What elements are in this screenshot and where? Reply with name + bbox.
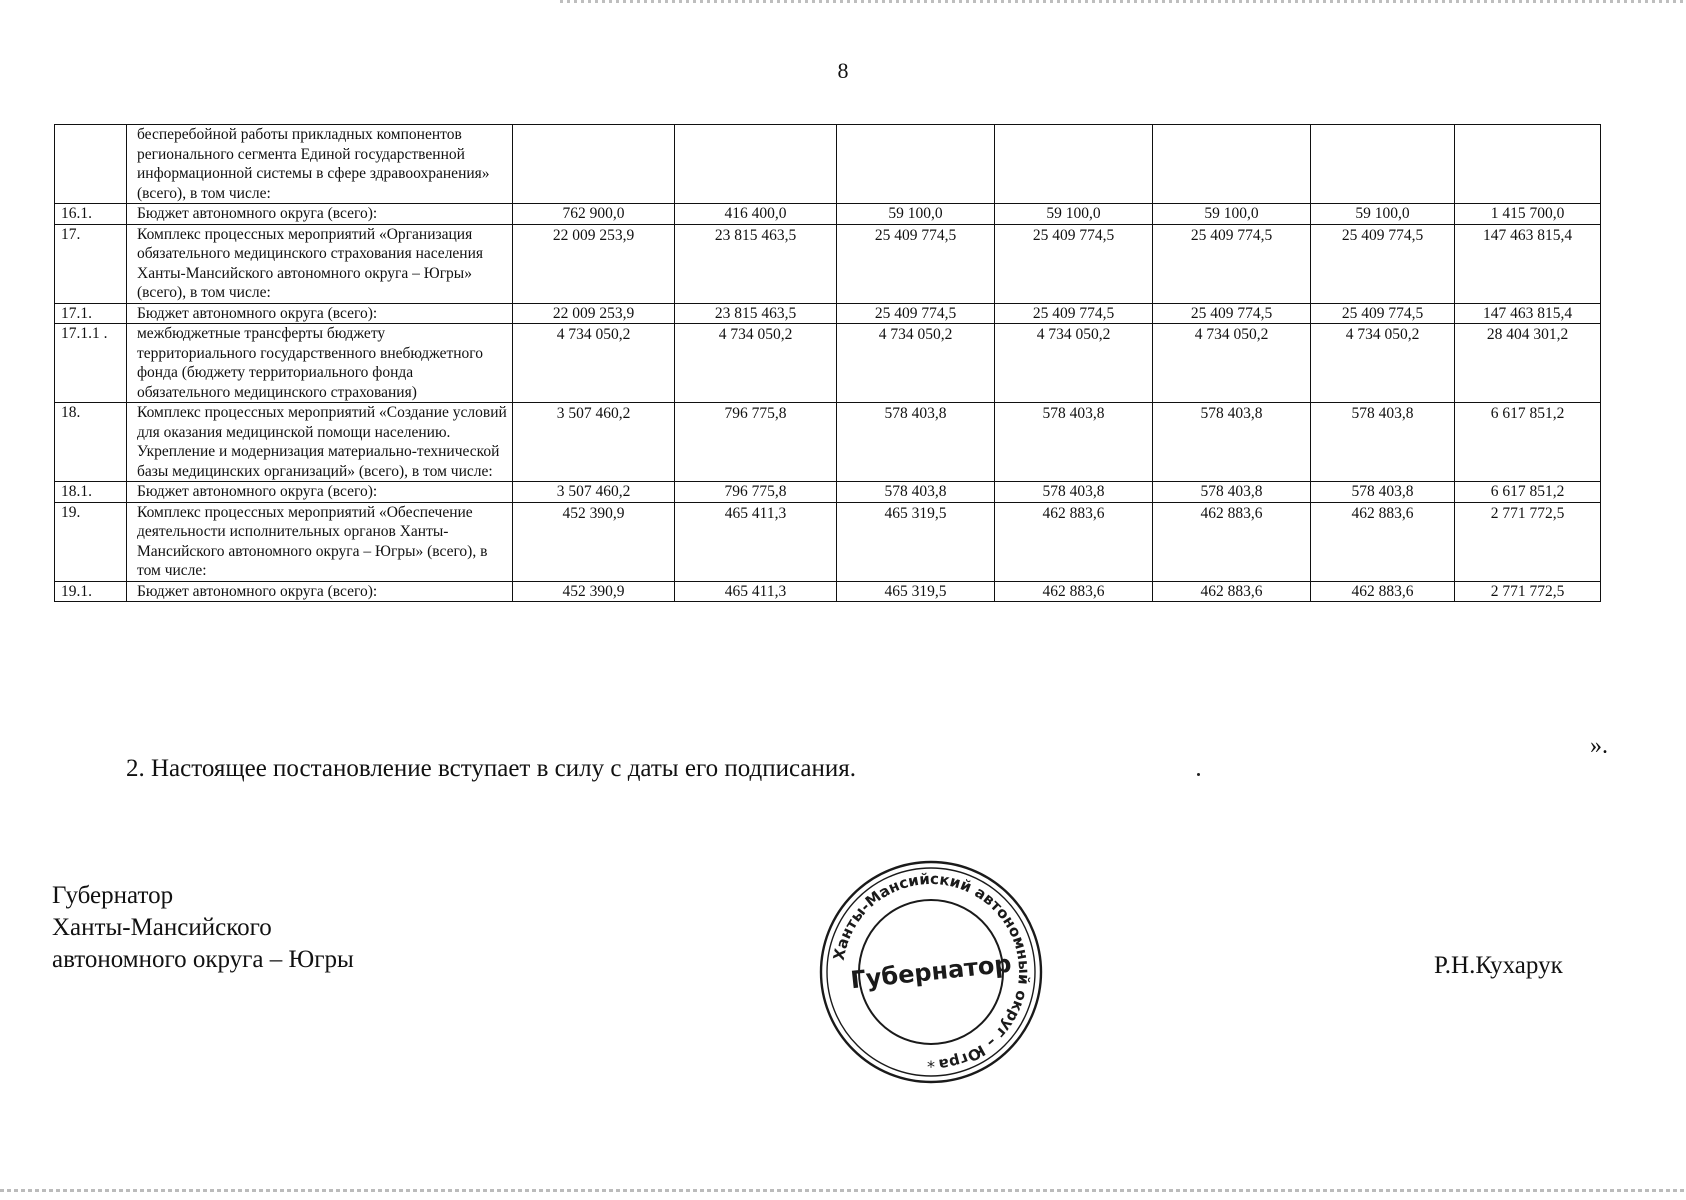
- row-description: Бюджет автономного округа (всего):: [127, 581, 513, 602]
- row-code: [55, 125, 127, 204]
- table-row: [55, 581, 1601, 602]
- row-value-4: 4 734 050,2: [995, 324, 1153, 403]
- row-value-3: 59 100,0: [837, 204, 995, 225]
- row-value-5: 578 403,8: [1153, 403, 1311, 482]
- scan-edge-bottom: [0, 1189, 1686, 1192]
- row-value-3: 465 319,5: [837, 581, 995, 602]
- row-code: 18.1.: [55, 482, 127, 503]
- row-description: Бюджет автономного округа (всего):: [127, 482, 513, 503]
- row-code: 19.1.: [55, 581, 127, 602]
- row-value-1: 3 507 460,2: [513, 482, 675, 503]
- row-value-1: 4 734 050,2: [513, 324, 675, 403]
- table-row: [55, 303, 1601, 324]
- row-total: 6 617 851,2: [1455, 403, 1601, 482]
- row-total: 2 771 772,5: [1455, 502, 1601, 581]
- row-value-3: 578 403,8: [837, 403, 995, 482]
- row-value-2: 416 400,0: [675, 204, 837, 225]
- row-value-3: 4 734 050,2: [837, 324, 995, 403]
- row-description: Комплекс процессных мероприятий «Организация обязательного медицинского страхования населения Ханты-Мансийского автономного округа – Югры» (всего), в том числе:: [127, 224, 513, 303]
- row-description: Комплекс процессных мероприятий «Создание условий для оказания медицинской помощи населению. Укрепление и модернизация материально-технической базы медицинских организаций» (всего), в том числе:: [127, 403, 513, 482]
- row-value-5: 59 100,0: [1153, 204, 1311, 225]
- seal-star: *: [927, 1057, 935, 1076]
- row-value-2: 23 815 463,5: [675, 303, 837, 324]
- row-value-3: 25 409 774,5: [837, 303, 995, 324]
- row-value-5: 4 734 050,2: [1153, 324, 1311, 403]
- row-value-3: 25 409 774,5: [837, 224, 995, 303]
- row-value-2: 23 815 463,5: [675, 224, 837, 303]
- table-row: [55, 125, 1601, 204]
- row-value-2: 4 734 050,2: [675, 324, 837, 403]
- row-value-4: 462 883,6: [995, 581, 1153, 602]
- row-code: 19.: [55, 502, 127, 581]
- row-value-1: 452 390,9: [513, 502, 675, 581]
- row-total: 147 463 815,4: [1455, 224, 1601, 303]
- row-value-3: 465 319,5: [837, 502, 995, 581]
- governor-seal-icon: [817, 858, 1045, 1086]
- scan-speck: [1197, 773, 1200, 776]
- row-value-1: 3 507 460,2: [513, 403, 675, 482]
- row-value-1: 762 900,0: [513, 204, 675, 225]
- table-row: [55, 204, 1601, 225]
- closing-quote: ».: [1590, 733, 1608, 759]
- row-value-4: 462 883,6: [995, 502, 1153, 581]
- row-value-1: [513, 125, 675, 204]
- row-value-5: [1153, 125, 1311, 204]
- row-value-2: 796 775,8: [675, 403, 837, 482]
- row-value-6: 578 403,8: [1311, 482, 1455, 503]
- row-value-5: 578 403,8: [1153, 482, 1311, 503]
- row-value-6: 578 403,8: [1311, 403, 1455, 482]
- row-value-6: 25 409 774,5: [1311, 224, 1455, 303]
- row-total: 147 463 815,4: [1455, 303, 1601, 324]
- row-code: 16.1.: [55, 204, 127, 225]
- table-row: [55, 502, 1601, 581]
- signature-title-line2: Ханты-Мансийского: [52, 914, 272, 941]
- row-value-6: 59 100,0: [1311, 204, 1455, 225]
- row-value-2: [675, 125, 837, 204]
- row-value-6: 462 883,6: [1311, 581, 1455, 602]
- row-description: Бюджет автономного округа (всего):: [127, 204, 513, 225]
- row-description: Бюджет автономного округа (всего):: [127, 303, 513, 324]
- table-row: [55, 224, 1601, 303]
- row-value-4: 25 409 774,5: [995, 303, 1153, 324]
- table-row: [55, 482, 1601, 503]
- row-value-6: 4 734 050,2: [1311, 324, 1455, 403]
- row-value-4: 59 100,0: [995, 204, 1153, 225]
- row-description: Комплекс процессных мероприятий «Обеспечение деятельности исполнительных органов Ханты-Мансийского автономного округа – Югры» (всего), в том числе:: [127, 502, 513, 581]
- row-value-6: 25 409 774,5: [1311, 303, 1455, 324]
- row-value-2: 465 411,3: [675, 581, 837, 602]
- row-value-1: 22 009 253,9: [513, 303, 675, 324]
- signature-title-block: [52, 880, 354, 976]
- row-description: бесперебойной работы прикладных компонентов регионального сегмента Единой государственной информационной системы в сфере здравоохранения» (всего), в том числе:: [127, 125, 513, 204]
- row-code: 17.1.1 .: [55, 324, 127, 403]
- row-total: 2 771 772,5: [1455, 581, 1601, 602]
- governor-seal: [817, 858, 1045, 1086]
- row-value-4: 25 409 774,5: [995, 224, 1153, 303]
- row-value-4: [995, 125, 1153, 204]
- row-total: [1455, 125, 1601, 204]
- row-value-4: 578 403,8: [995, 482, 1153, 503]
- row-value-5: 25 409 774,5: [1153, 224, 1311, 303]
- row-description: межбюджетные трансферты бюджету территориального государственного внебюджетного фонда (бюджету территориального фонда обязательного медицинского страхования): [127, 324, 513, 403]
- signatory-name: Р.Н.Кухарук: [1434, 952, 1563, 979]
- row-value-2: 465 411,3: [675, 502, 837, 581]
- row-code: 18.: [55, 403, 127, 482]
- row-code: 17.: [55, 224, 127, 303]
- signature-title-line3: автономного округа – Югры: [52, 946, 354, 973]
- row-value-5: 25 409 774,5: [1153, 303, 1311, 324]
- row-total: 6 617 851,2: [1455, 482, 1601, 503]
- row-total: 1 415 700,0: [1455, 204, 1601, 225]
- row-value-1: 22 009 253,9: [513, 224, 675, 303]
- signature-title-line1: Губернатор: [52, 882, 174, 909]
- row-value-6: [1311, 125, 1455, 204]
- row-value-4: 578 403,8: [995, 403, 1153, 482]
- row-value-5: 462 883,6: [1153, 502, 1311, 581]
- seal-ring-text: Ханты-Мансийский автономный округ – Югра: [829, 869, 1034, 1074]
- budget-table: [54, 124, 1601, 602]
- seal-center-text: Губернатор: [849, 949, 1013, 995]
- row-total: 28 404 301,2: [1455, 324, 1601, 403]
- table-row: [55, 324, 1601, 403]
- scan-edge-top: [560, 0, 1686, 3]
- clause-2: 2. Настоящее постановление вступает в силу с даты его подписания.: [126, 755, 856, 782]
- page-number: 8: [837, 58, 849, 83]
- row-value-3: [837, 125, 995, 204]
- row-value-5: 462 883,6: [1153, 581, 1311, 602]
- row-code: 17.1.: [55, 303, 127, 324]
- row-value-2: 796 775,8: [675, 482, 837, 503]
- row-value-6: 462 883,6: [1311, 502, 1455, 581]
- row-value-3: 578 403,8: [837, 482, 995, 503]
- table-row: [55, 403, 1601, 482]
- row-value-1: 452 390,9: [513, 581, 675, 602]
